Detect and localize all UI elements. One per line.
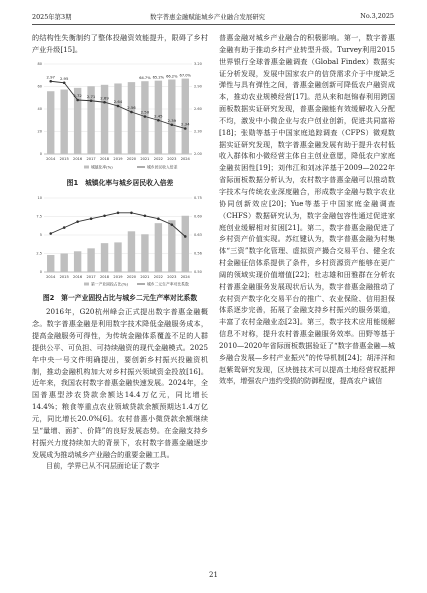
data-label: 64.7% — [139, 75, 151, 80]
right-column — [219, 32, 395, 387]
line-point — [49, 232, 52, 235]
figure-1 — [32, 56, 208, 178]
chart-2 — [32, 192, 208, 290]
paragraph: 的结构性失衡制约了整体投融资效能提升，限碍了乡村产业升级[15]。 — [32, 33, 208, 54]
legend-swatch — [84, 282, 89, 285]
x-tick-label: 2021 — [140, 274, 150, 279]
legend-label: 城乡居民收入倍差 — [147, 164, 178, 170]
x-tick-label: 2017 — [86, 156, 96, 161]
line-point — [171, 123, 174, 126]
bar — [114, 242, 121, 272]
data-label: 2.69 — [100, 94, 109, 100]
bar — [168, 220, 175, 272]
data-label: 2.64 — [113, 98, 123, 104]
x-tick-label: 2024 — [180, 274, 190, 279]
bar — [182, 78, 189, 153]
paragraph: 普惠金融对城乡产业融合的积极影响。第一，数字普惠金融有助于推动乡村产业转型升级。Turvey利用2015世界银行全球普惠金融调查（Global Findex）数据实证分析发现，发展中国家农户的信贷需求介于中度缺乏弹性与具有弹性之间，普惠金融创新可降低农户融资成本，推动农业规模经营[17]。范从来和赵锦春利用跨国面板数据实证研究发现，普惠金融能有效缓解收入分配不均，激发中小微企业与农户创业创新，促进共同富裕[18]；张勋等基于中国家庭追踪调查（CFPS）微观数据实证研究发现，数字普惠金融发展有助于提升农村低收入群体和小微经营主体自主创业意愿，降低农户家庭金融贫困性[19]；刘伟江和刘冰洋基于2009—2022年省际面板数据分析认为，农村数字普惠金融可以推动数字技术与传统农业深度融合，形成数字金融与数字农业协同创新效应[20]；Yue等基于中国家庭金融调查（CHFS）数据研究认为，数字金融包容性通过促进家庭创业缓解相对贫困[21]。第二，数字普惠金融促进了乡村资产价值实现。苏红键认为，数字普惠金融为村集体“三资”数字化管理、虚拟资产撮合交易平台、健全农村金融征信体系提供了条件，乡村资源资产能够在更广阔的领域实现价值增值[22]；杜志雄和田雅群在分析农村普惠金融服务发展现状后认为，数字普惠金融推动了农村资产数字化交易平台的推广、农业保险、信用担保体系逐步完善，拓展了金融支持乡村振兴的服务渠道，丰富了农村金融业态[23]。第三，数字技术应用能缓解信息不对称，提升农村普惠金融服务效率。田野等基于2010—2020年省际面板数据验证了“数字普惠金融—城乡融合发展—乡村产业振兴”的传导机制[24]；胡洋洋和赵紫鸳研究发现，区块链技术可以提高土地经营权抵押效率，增强农户违约受损的防御程度，提高农户诚信 — [219, 33, 395, 386]
figure-2 — [32, 192, 208, 294]
data-label: 2.34 — [181, 121, 190, 127]
figure-2-caption: 图2 第一产业固投占比与城乡二元生产率对比系数 — [42, 294, 198, 303]
y-tick-label: 80 — [37, 61, 42, 66]
bar — [141, 234, 148, 272]
x-tick-label: 2022 — [153, 156, 163, 161]
line-point — [117, 211, 120, 214]
chart-1 — [32, 56, 208, 174]
line-point — [157, 217, 160, 220]
line-point — [130, 110, 133, 113]
line-point — [49, 80, 52, 83]
y-tick-label: 40 — [37, 106, 42, 111]
issue-number: No.3,2025 — [360, 12, 394, 20]
x-tick-label: 2020 — [126, 274, 137, 279]
line-point — [90, 99, 93, 102]
data-label: 67.0% — [179, 73, 191, 78]
y2-tick-label: 2.00 — [194, 151, 202, 156]
y-tick-label: 10 — [37, 195, 42, 200]
x-tick-label: 2022 — [153, 274, 163, 279]
x-tick-label: 2019 — [113, 156, 123, 161]
bar — [128, 82, 135, 154]
bar — [60, 253, 67, 272]
data-label: 2.56 — [127, 104, 136, 110]
x-tick-label: 2024 — [180, 156, 190, 161]
y2-tick-label: 2.30 — [194, 129, 202, 134]
x-tick-label: 2016 — [73, 156, 83, 161]
line-point — [184, 235, 187, 238]
y-tick-label: 20 — [37, 129, 42, 134]
bar — [87, 248, 94, 272]
line-point — [130, 211, 133, 214]
bar — [47, 91, 54, 154]
y-tick-label: 60 — [37, 84, 42, 89]
y2-tick-label: 3.20 — [194, 61, 202, 66]
x-tick-label: 2018 — [99, 156, 110, 161]
x-tick-label: 2017 — [86, 274, 96, 279]
line-point — [76, 220, 79, 223]
x-tick-label: 2023 — [167, 274, 177, 279]
data-label: 66.2% — [166, 74, 178, 79]
journal-article-title: 数字普惠金融赋能城乡产业融合发展研究 — [150, 13, 266, 21]
y2-tick-label: 2.90 — [194, 84, 202, 89]
line-point — [63, 226, 66, 229]
x-tick-label: 2015 — [59, 274, 69, 279]
line-point — [184, 127, 187, 130]
x-tick-label: 2014 — [46, 274, 56, 279]
x-tick-label: 2019 — [113, 274, 123, 279]
x-tick-label: 2020 — [126, 156, 137, 161]
y-tick-label: 2.5 — [36, 251, 42, 256]
page-number: 21 — [209, 571, 218, 579]
bar — [168, 79, 175, 153]
data-label: 2.71 — [86, 93, 96, 99]
line-point — [103, 214, 106, 217]
legend-label: 第一产业固投占比(%) — [91, 281, 128, 287]
y2-tick-label: 0.63 — [194, 232, 202, 237]
bar — [155, 223, 162, 272]
bar — [60, 89, 67, 153]
line-point — [76, 98, 79, 101]
x-tick-label: 2015 — [59, 156, 69, 161]
line-point — [144, 115, 147, 118]
paragraph: 目前，学界已从不同层面论证了数字 — [46, 461, 160, 471]
line-point — [157, 119, 160, 122]
x-tick-label: 2021 — [140, 156, 150, 161]
y-tick-label: 5 — [39, 232, 42, 237]
line-point — [90, 217, 93, 220]
header-rule — [32, 24, 395, 25]
y2-tick-label: 0.56 — [194, 251, 202, 256]
y2-tick-label: 2.60 — [194, 106, 202, 111]
data-label: 2.45 — [154, 112, 163, 118]
x-tick-label: 2018 — [99, 274, 110, 279]
bar — [101, 243, 108, 272]
legend-label: 城乡二元生产率对比系数 — [147, 281, 189, 287]
bar — [128, 231, 135, 272]
x-tick-label: 2016 — [73, 274, 83, 279]
line-point — [144, 214, 147, 217]
y2-tick-label: 0.50 — [194, 269, 202, 274]
line-point — [103, 101, 106, 104]
data-label: 65.2% — [152, 75, 165, 80]
legend-label: 城镇化率(%) — [91, 164, 113, 170]
x-tick-label: 2014 — [46, 156, 56, 161]
running-header — [0, 0, 427, 36]
data-label: 2.50 — [140, 109, 150, 115]
y-tick-label: 0 — [39, 151, 42, 156]
issue-label: 2025年第3期 — [32, 13, 72, 21]
data-label: 2.72 — [73, 92, 82, 98]
y-tick-label: 0 — [39, 269, 42, 274]
left-column — [32, 32, 208, 472]
x-tick-label: 2023 — [167, 156, 177, 161]
figure-1-caption: 图1 城镇化率与城乡居民收入倍差 — [66, 178, 174, 187]
y2-tick-label: 0.69 — [194, 214, 202, 219]
bar — [182, 215, 189, 271]
line-point — [117, 104, 120, 107]
paragraph: 2016年，G20杭州峰会正式提出数字普惠金融概念。数字普惠金融是利用数字技术降低金融服务成本，提高金融服务可得性，为传统金融体系覆盖不足的人群提供公平、可负担、可持续融资的现代金融模式。2025年中央一号文件明确提出，要创新乡村振兴投融资机制，推动金融机构加大对乡村振兴领域资金投放[16]。近年来，我国农村数字普惠金融快速发展。2024年，全国普惠型涉农贷款余额达14.4万亿元，同比增长14.4%；粮食等重点农业领域贷款余额预期达1.4万亿元，同比增长20.0%[6]。农村普惠小微贷款余额继续呈“量增、面扩、价降”的良好发展态势。在金融支持乡村振兴力度持续加大的背景下，农村数字普惠金融逐步发展成为推动城乡产业融合的重要金融工具。 — [32, 307, 208, 459]
y-tick-label: 7.5 — [36, 214, 42, 219]
y2-tick-label: 0.75 — [194, 195, 202, 200]
data-label: 2.97 — [46, 73, 55, 79]
bar — [114, 83, 121, 154]
legend-swatch — [84, 165, 89, 168]
data-label: 2.95 — [59, 75, 69, 81]
bar — [74, 251, 81, 272]
line-point — [171, 223, 174, 226]
bar — [47, 255, 54, 272]
line-point — [63, 81, 66, 84]
data-label: 2.39 — [167, 117, 177, 123]
